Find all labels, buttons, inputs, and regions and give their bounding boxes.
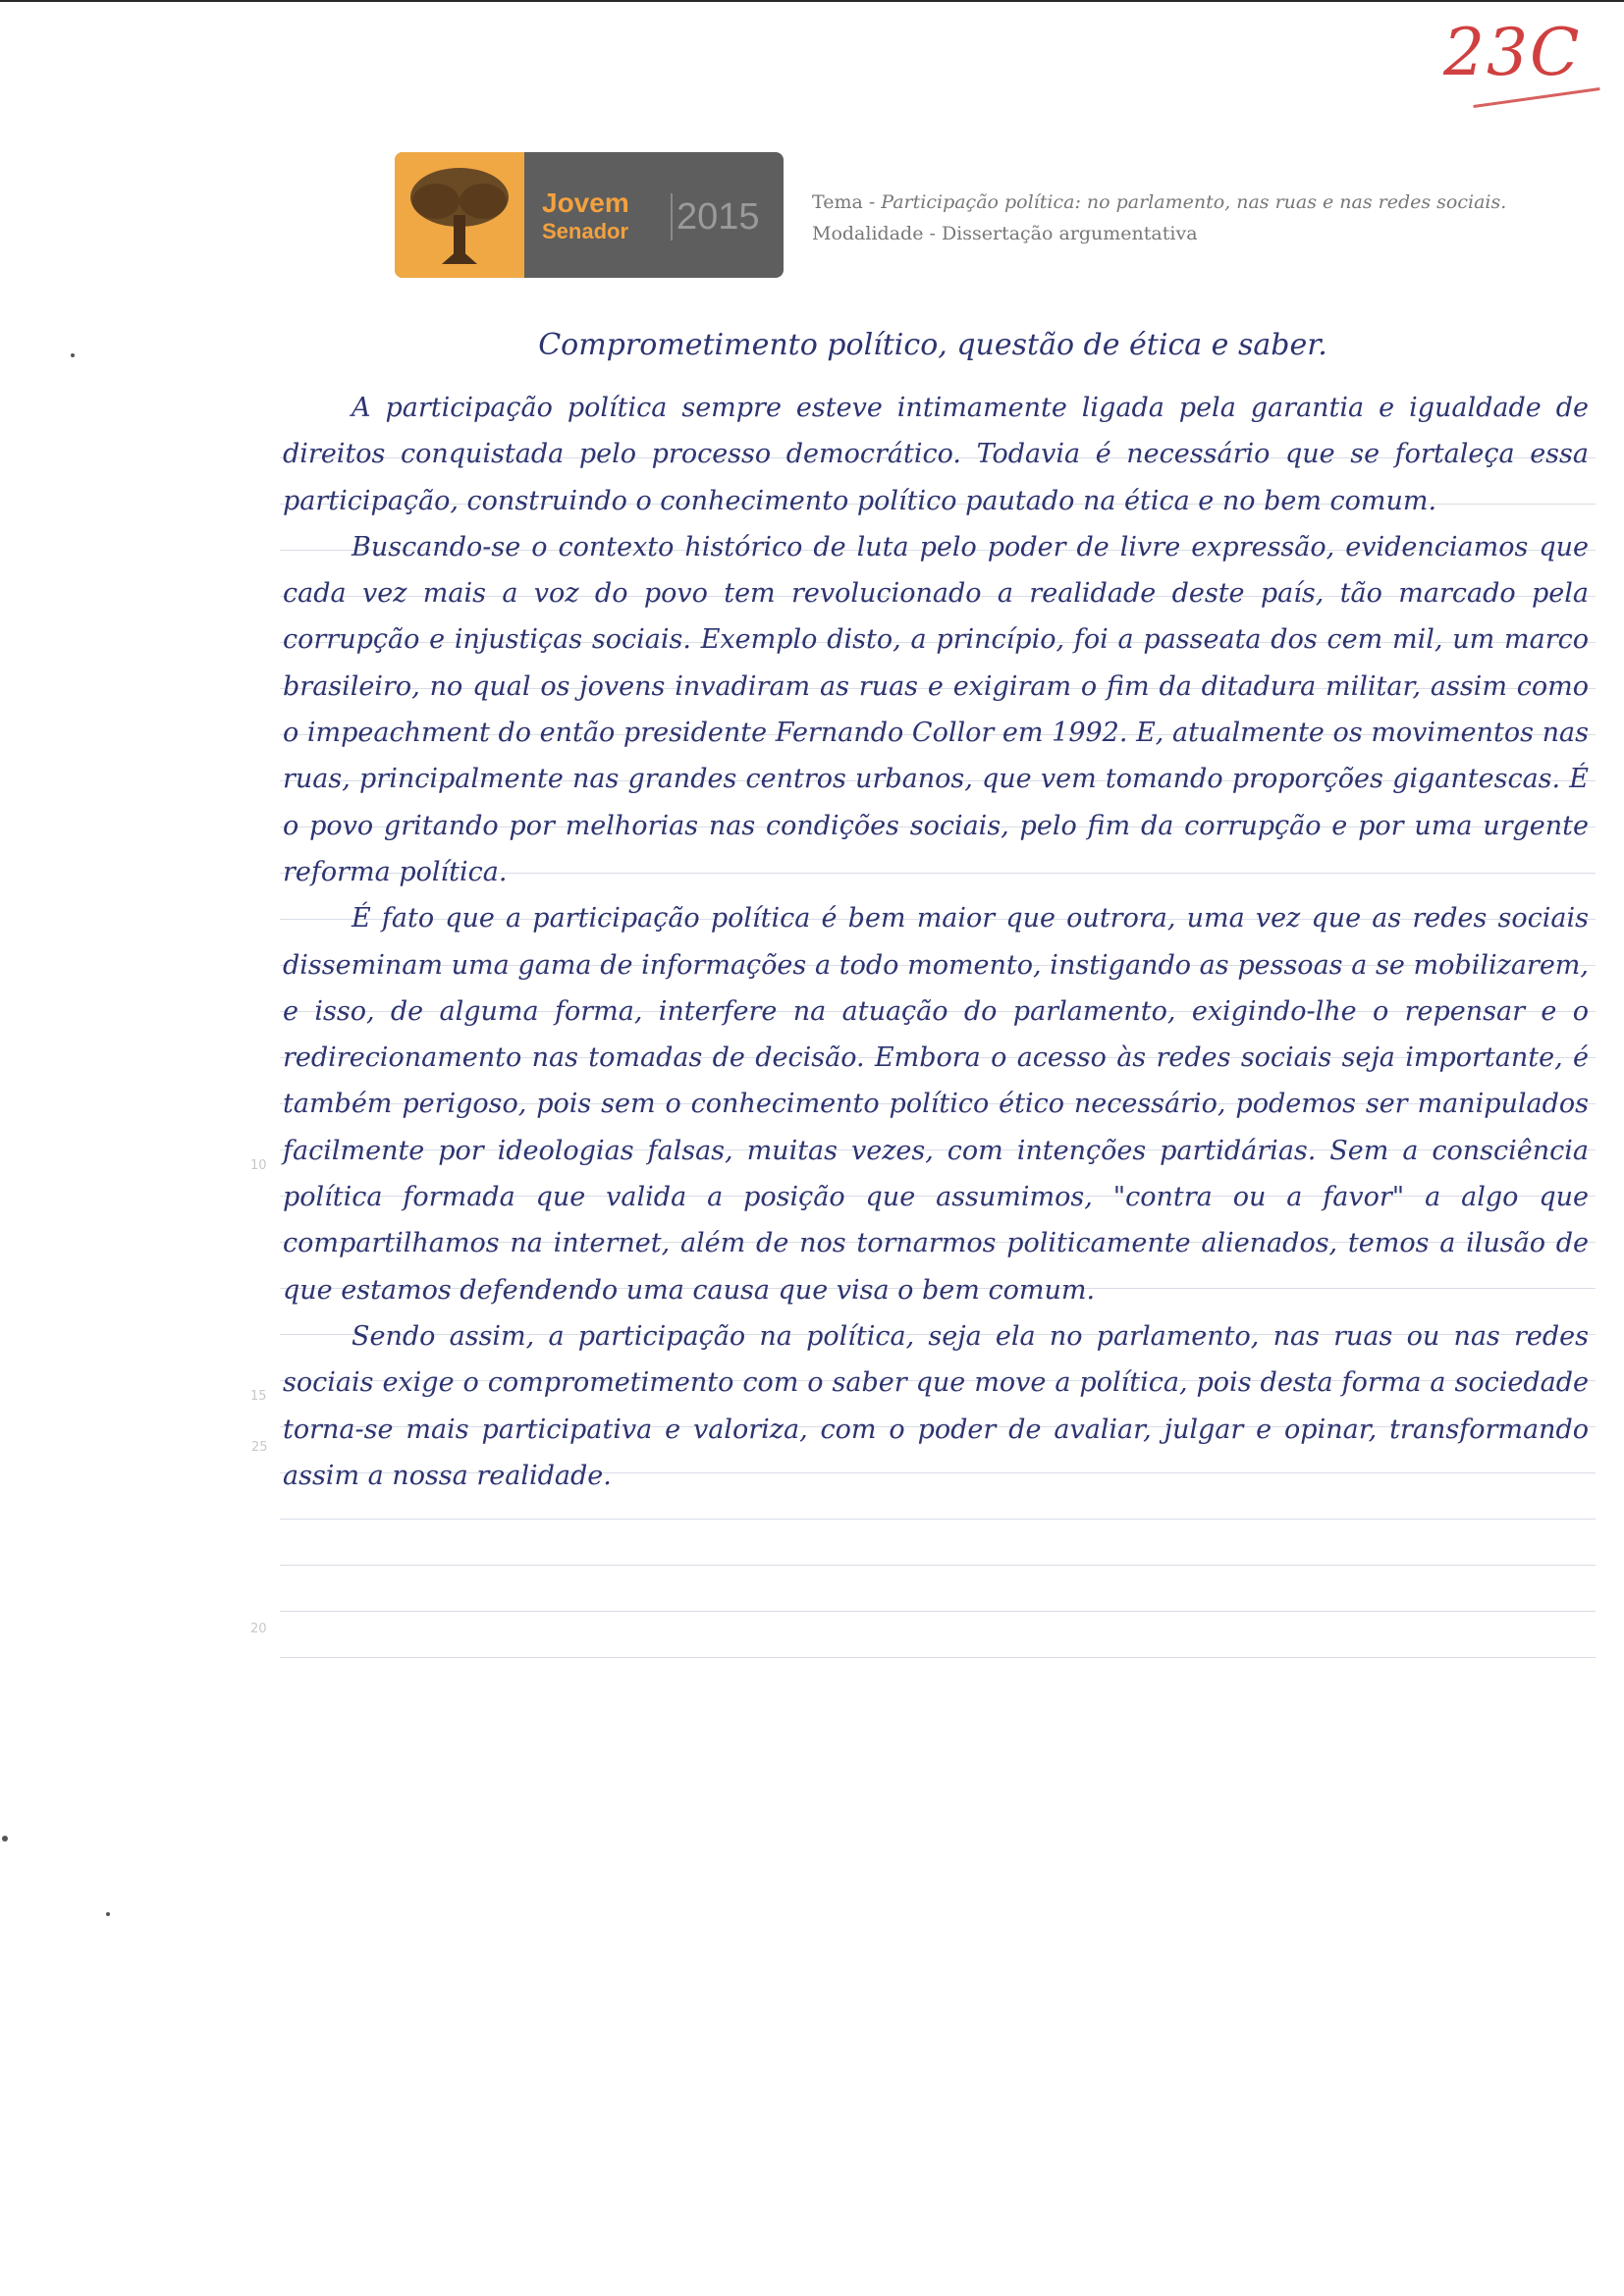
logo-line1: Jovem [542,187,629,218]
modalidade-value: Dissertação argumentativa [941,223,1198,244]
margin-line-number: 15 [250,1389,267,1404]
logo-divider [671,193,673,240]
essay-paragraph: É fato que a participação política é bem maior que outrora, uma vez que as redes sociais disseminam uma gama de informações a todo momento, instigando as pessoas a se mobilizarem, e isso, de alguma forma, interfere na atuação do parlamento, exigindo-lhe o repensar e o redirecionamento nas tomadas de decisão. Embora o acesso às redes sociais seja importante, é também perigoso, pois sem o conhecimento político ético necessário, podemos ser manipulados facilmente por ideologias falsas, muitas vezes, com intenções partidárias. Sem a consciência política formada que valida a posição que assumimos, "contra ou a favor" a algo que compartilhamos na internet, além de nos tornarmos politicamente alienados, temos a ilusão de que estamos defendendo uma causa que visa o bem comum. [283,903,1589,1306]
logo-year: 2015 [677,196,760,238]
scan-speck [106,1912,110,1916]
theme-header [812,187,1597,249]
essay-paragraph: Buscando-se o contexto histórico de luta pelo poder de livre expressão, evidenciamos que cada vez mais a voz do povo tem revolucionado a realidade deste país, tão marcado pela corrupção e injustiças sociais. Exemplo disto, a princípio, foi a passeata dos cem mil, um marco brasileiro, no qual os jovens invadiram as ruas e exigiram o fim da ditadura militar, assim como o impeachment do então presidente Fernando Collor em 1992. E, atualmente os movimentos nas ruas, principalmente nas grandes centros urbanos, que vem tomando proporções gigantescas. É o povo gritando por melhorias nas condições sociais, pelo fim da corrupção e por uma urgente reforma política. [283,531,1589,887]
essay-paragraph: A participação política sempre esteve intimamente ligada pela garantia e igualdade de direitos conquistada pelo processo democrático. Todavia é necessário que se fortaleça essa participação, construindo o conhecimento político pautado na ética e no bem comum. [283,393,1589,516]
score-mark: 23C [1443,15,1582,90]
essay-paragraph: Sendo assim, a participação na política, seja ela no parlamento, nas ruas ou nas redes sociais exige o comprometimento com o saber que move a política, pois desta forma a sociedade torna-se mais participativa e valoriza, com o poder de avaliar, julgar e opinar, transformando assim a nossa realidade. [283,1320,1589,1491]
tema-label: Tema [812,191,863,213]
essay-title: Comprometimento político, questão de ética e saber. [538,328,1327,362]
scan-speck [71,353,75,357]
modalidade-label: Modalidade [812,223,924,244]
tema-row: Tema - Participação política: no parlamento, nas ruas e nas redes sociais. [812,191,1507,213]
page-top-edge [0,0,1624,2]
logo-line2: Senador [542,219,629,243]
scan-speck [2,1836,8,1842]
tree-icon [395,152,524,278]
jovem-senador-logo [395,152,784,278]
modalidade-row: Modalidade - Dissertação argumentativa [812,223,1198,244]
essay-body [283,385,1589,1690]
logo-wordmark [542,187,670,246]
margin-line-number: 20 [250,1622,267,1636]
tema-value: Participação política: no parlamento, nas ruas e nas redes sociais. [881,191,1507,213]
margin-line-number: 25 [251,1440,268,1455]
margin-line-number: 10 [250,1158,267,1173]
